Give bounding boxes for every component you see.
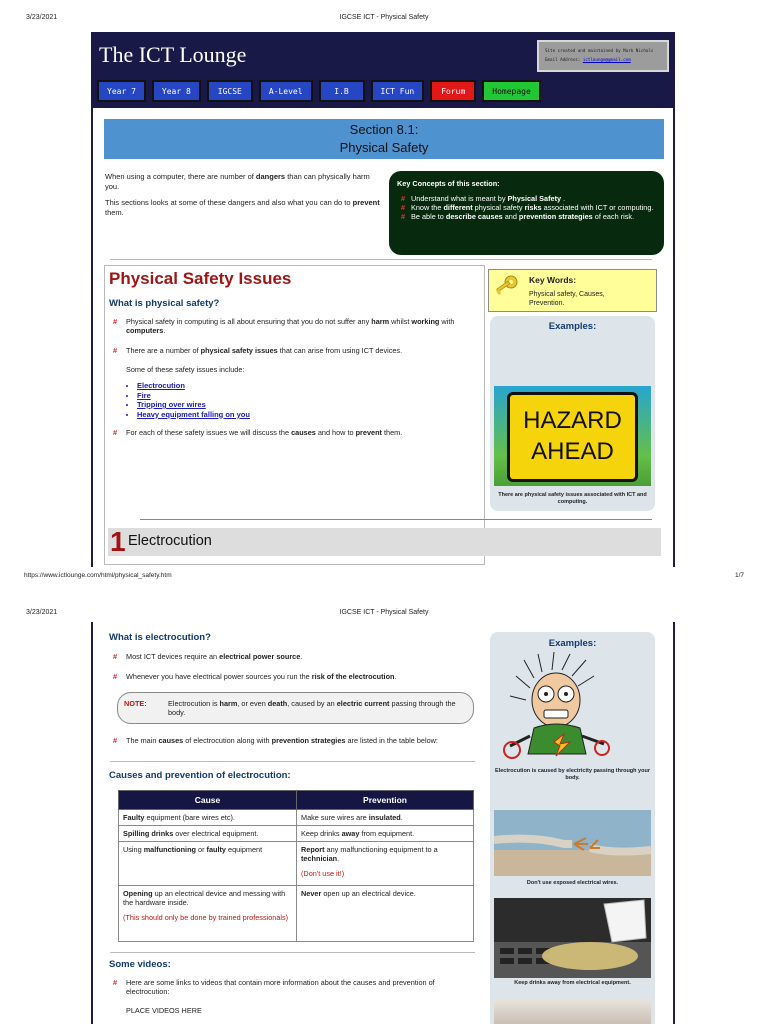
videos-heading: Some videos: <box>109 959 171 970</box>
concept-item: # Be able to describe causes and prevention strategies of each risk. <box>401 212 635 221</box>
issues-bullet: # For each of these safety issues we will discuss the causes and how to prevent them. <box>113 428 403 437</box>
examples-heading: Examples: <box>548 321 597 332</box>
print-header <box>0 609 768 623</box>
hazard-sign: HAZARD AHEAD <box>507 392 638 482</box>
author-line: Site created and maintained by Mark Nichols <box>545 48 654 53</box>
table-row: Spilling drinks over electrical equipment. Keep drinks away from equipment. <box>119 826 474 842</box>
link-electrocution[interactable]: • Electrocution <box>137 381 250 391</box>
email-link[interactable]: ictlounge@gmail.com <box>582 57 631 62</box>
examples-heading: Examples: <box>548 638 597 649</box>
videos-placeholder: PLACE VIDEOS HERE <box>126 1006 202 1015</box>
key-words-text: Physical safety, Causes, Prevention. <box>529 291 605 307</box>
key-words-box <box>488 269 657 312</box>
electrocution-heading-bar <box>108 528 661 556</box>
table-row: Opening up an electrical device and messing with the hardware inside. (This should only be done by trained professionals) Never open up an electrical device. <box>119 886 474 942</box>
link-tripping[interactable]: • Tripping over wires <box>137 400 250 410</box>
issues-some-text: Some of these safety issues include: <box>126 365 245 374</box>
issues-link-list <box>137 381 250 419</box>
shock-caption: Electrocution is caused by electricity passing through your body. <box>495 768 650 781</box>
causes-table-heading: Causes and prevention of electrocution: <box>109 770 291 781</box>
nav-igcse-button[interactable]: IGCSE <box>207 80 253 102</box>
electrocution-bullet: # Whenever you have electrical power sources you run the risk of the electrocution. <box>113 672 397 681</box>
section-title: Physical Safety <box>339 140 429 155</box>
nav-forum-button[interactable]: Forum <box>430 80 476 102</box>
site-header <box>91 32 675 108</box>
divider <box>110 259 652 260</box>
concept-item: # Understand what is meant by Physical Safety . <box>401 194 566 203</box>
issues-bullet: # There are a number of physical safety issues that can arise from using ICT devices. <box>113 346 403 355</box>
note-label: NOTE: <box>124 699 147 708</box>
nav-year7-button[interactable]: Year 7 <box>97 80 146 102</box>
wires-caption: Don't use exposed electrical wires. <box>526 880 619 886</box>
electrocution-title: Electrocution <box>128 533 212 549</box>
link-heavy-equipment[interactable]: • Heavy equipment falling on you <box>137 410 250 420</box>
drinks-caption: Keep drinks away from electrical equipment. <box>514 980 631 986</box>
hazard-ahead-image <box>494 386 651 486</box>
causes-prevention-table <box>118 790 474 942</box>
print-url: https://www.ictlounge.com/html/physical_safety.htm <box>24 572 172 579</box>
section-number-badge: 1 <box>110 526 126 557</box>
hazard-caption: There are physical safety issues associated with ICT and computing. <box>498 492 647 505</box>
key-icon <box>493 274 519 302</box>
print-title: IGCSE ICT - Physical Safety <box>339 609 429 616</box>
key-words-heading: Key Words: <box>529 275 577 285</box>
site-title[interactable]: The ICT Lounge <box>99 42 247 67</box>
electrocution-bullet: # Most ICT devices require an electrical power source. <box>113 652 303 661</box>
videos-bullet: # Here are some links to videos that contain more information about the causes and prevention of electrocution: <box>113 978 435 996</box>
table-row: Using malfunctioning or faulty equipment Report any malfunctioning equipment to a technician. (Don't use it!) <box>119 842 474 886</box>
concept-item: # Know the different physical safety risks associated with ICT or computing. <box>401 203 654 212</box>
print-title: IGCSE ICT - Physical Safety <box>339 14 429 21</box>
divider <box>140 519 652 520</box>
electrocution-bullet: # The main causes of electrocution along with prevention strategies are listed in the table below: <box>113 736 438 745</box>
physical-safety-subheading: What is physical safety? <box>109 298 220 309</box>
link-fire[interactable]: • Fire <box>137 391 250 401</box>
exposed-wires-image <box>494 810 651 876</box>
author-box <box>537 40 669 72</box>
email-label: Email Address: <box>545 57 581 62</box>
note-box <box>117 692 474 724</box>
issues-bullet: # Physical safety in computing is all about ensuring that you do not suffer any harm whilst working with computers. <box>113 317 455 335</box>
electrocution-subheading: What is electrocution? <box>109 632 211 643</box>
nav-ictfun-button[interactable]: ICT Fun <box>371 80 425 102</box>
nav-alevel-button[interactable]: A-Level <box>259 80 313 102</box>
print-date: 3/23/2021 <box>26 609 58 616</box>
electrocuted-person-image <box>494 650 651 766</box>
print-date: 3/23/2021 <box>26 14 58 21</box>
key-concepts-box <box>389 171 664 255</box>
key-concepts-heading: Key Concepts of this section: <box>397 179 500 188</box>
section-number: Section 8.1: <box>349 122 419 137</box>
nav-year8-button[interactable]: Year 8 <box>152 80 201 102</box>
divider <box>110 952 475 953</box>
issues-title: Physical Safety Issues <box>109 269 292 288</box>
partial-example-image <box>494 1000 651 1024</box>
intro-text: When using a computer, there are number of dangers than can physically harm you. This sections looks at some of these dangers and also what you can do to prevent them. <box>105 172 380 217</box>
spilled-drink-image <box>494 898 651 978</box>
column-header-prevention: Prevention <box>297 791 474 810</box>
nav-homepage-button[interactable]: Homepage <box>482 80 541 102</box>
divider <box>110 761 475 762</box>
table-row: Faulty equipment (bare wires etc). Make sure wires are insulated. <box>119 810 474 826</box>
section-heading <box>104 119 664 159</box>
main-nav <box>97 80 541 102</box>
print-page-number: 1/7 <box>734 572 744 579</box>
note-text: Electrocution is harm, or even death, caused by an electric current passing through the body. <box>168 699 456 717</box>
print-header <box>0 14 768 28</box>
column-header-cause: Cause <box>119 791 297 810</box>
nav-ib-button[interactable]: I.B <box>319 80 365 102</box>
